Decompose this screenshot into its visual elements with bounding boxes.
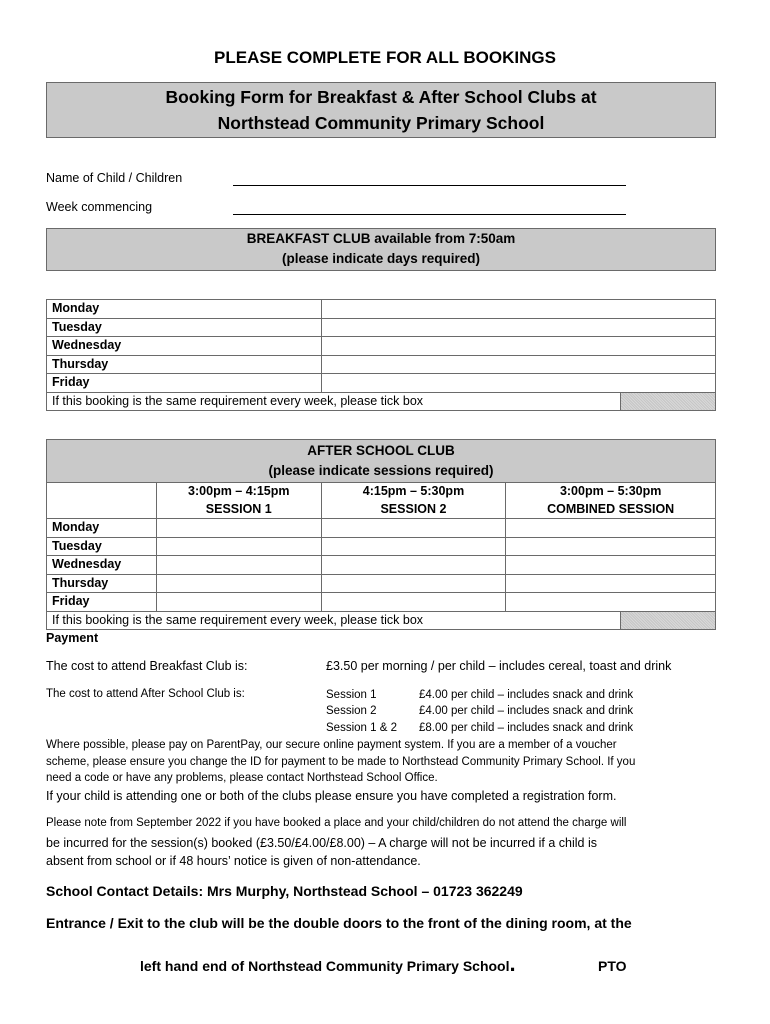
breakfast-club-band	[46, 228, 716, 271]
charge-note-line3: absent from school or if 48 hours’ notice is given of non-attendance.	[46, 854, 421, 868]
combined-cell[interactable]	[506, 593, 716, 612]
combined-cell[interactable]	[506, 537, 716, 556]
breakfast-tuesday-cell[interactable]	[321, 318, 715, 337]
child-name-label: Name of Child / Children	[46, 171, 183, 185]
day-label: Friday	[47, 593, 157, 612]
entrance-line2-text: left hand end of Northstead Community Primary School	[140, 958, 510, 974]
table-row	[47, 355, 716, 374]
contact-details: School Contact Details: Mrs Murphy, Northstead School – 01723 362249	[46, 883, 523, 899]
pto-label: PTO	[598, 958, 627, 974]
session-2-header	[321, 483, 506, 519]
session-1-price-name: Session 1	[326, 689, 377, 701]
after-school-repeat-tick-box[interactable]	[621, 611, 716, 630]
breakfast-cost-value: £3.50 per morning / per child – includes cereal, toast and drink	[326, 659, 672, 673]
day-label: Monday	[47, 519, 157, 538]
after-school-cost-label: The cost to attend After School Club is:	[46, 688, 245, 700]
breakfast-wednesday-cell[interactable]	[321, 337, 715, 356]
breakfast-thursday-cell[interactable]	[321, 355, 715, 374]
session-3-price-name: Session 1 & 2	[326, 722, 397, 734]
combined-cell[interactable]	[506, 519, 716, 538]
session-2-cell[interactable]	[321, 519, 506, 538]
table-row	[47, 519, 716, 538]
after-school-table	[46, 439, 716, 630]
session-2-time: 4:15pm – 5:30pm	[362, 484, 465, 498]
combined-cell[interactable]	[506, 574, 716, 593]
after-school-band-cell	[47, 440, 716, 483]
table-row	[47, 574, 716, 593]
after-school-repeat-text: If this booking is the same requirement every week, please tick box	[47, 611, 621, 630]
session-2-cell[interactable]	[321, 556, 506, 575]
session-2-price-name: Session 2	[326, 705, 377, 717]
form-title-line2: Northstead Community Primary School	[217, 113, 545, 133]
entrance-line1: Entrance / Exit to the club will be the double doors to the front of the dining room, at the	[46, 915, 632, 931]
table-row	[47, 318, 716, 337]
breakfast-band-line1: BREAKFAST CLUB available from 7:50am	[246, 231, 516, 246]
table-row	[47, 374, 716, 393]
table-row	[47, 611, 716, 630]
breakfast-monday-cell[interactable]	[321, 300, 715, 319]
session-1-cell[interactable]	[156, 574, 321, 593]
session-header-row	[47, 483, 716, 519]
session-1-time: 3:00pm – 4:15pm	[188, 484, 290, 498]
breakfast-repeat-tick-box[interactable]	[621, 392, 716, 411]
session-3-name: COMBINED SESSION	[547, 501, 675, 516]
day-label: Friday	[47, 374, 322, 393]
combined-cell[interactable]	[506, 556, 716, 575]
after-band-line2: (please indicate sessions required)	[268, 463, 494, 478]
week-commencing-input-line[interactable]	[233, 214, 626, 215]
session-2-cell[interactable]	[321, 537, 506, 556]
parentpay-line1: Where possible, please pay on ParentPay, our secure online payment system. If you are a member of a voucher	[46, 739, 617, 751]
session-1-name: SESSION 1	[205, 501, 272, 516]
table-row	[47, 392, 716, 411]
table-row	[47, 593, 716, 612]
blank-header-cell	[47, 483, 157, 519]
breakfast-cost-label: The cost to attend Breakfast Club is:	[46, 659, 248, 673]
session-1-cell[interactable]	[156, 556, 321, 575]
table-row	[47, 556, 716, 575]
breakfast-friday-cell[interactable]	[321, 374, 715, 393]
after-band-line1: AFTER SCHOOL CLUB	[307, 443, 455, 458]
day-label: Tuesday	[47, 537, 157, 556]
form-title-line1: Booking Form for Breakfast & After School Clubs at	[165, 87, 597, 107]
session-2-cell[interactable]	[321, 593, 506, 612]
session-1-header	[156, 483, 321, 519]
session-2-cell[interactable]	[321, 574, 506, 593]
parentpay-line3: need a code or have any problems, please contact Northstead School Office.	[46, 772, 438, 784]
day-label: Wednesday	[47, 337, 322, 356]
session-2-name: SESSION 2	[380, 501, 447, 516]
entrance-full-stop: .	[509, 951, 516, 976]
day-label: Monday	[47, 300, 322, 319]
entrance-line2	[140, 951, 516, 976]
session-2-price: £4.00 per child – includes snack and drink	[419, 705, 634, 717]
parentpay-text	[46, 737, 726, 787]
session-3-price: £8.00 per child – includes snack and drink	[419, 722, 634, 734]
charge-note-line2: be incurred for the session(s) booked (£3.50/£4.00/£8.00) – A charge will not be incurred if a child is	[46, 836, 598, 850]
session-1-cell[interactable]	[156, 593, 321, 612]
day-label: Tuesday	[47, 318, 322, 337]
session-3-time: 3:00pm – 5:30pm	[559, 484, 662, 498]
week-commencing-label: Week commencing	[46, 200, 153, 214]
table-row	[47, 537, 716, 556]
day-label: Thursday	[47, 355, 322, 374]
breakfast-band-line2: (please indicate days required)	[281, 251, 481, 266]
session-1-cell[interactable]	[156, 537, 321, 556]
day-label: Thursday	[47, 574, 157, 593]
day-label: Wednesday	[47, 556, 157, 575]
session-1-price: £4.00 per child – includes snack and drink	[419, 689, 634, 701]
child-name-input-line[interactable]	[233, 185, 626, 186]
payment-heading: Payment	[46, 631, 99, 645]
charge-note-line1: Please note from September 2022 if you have booked a place and your child/children do not attend the charge will	[46, 817, 627, 829]
breakfast-repeat-text: If this booking is the same requirement every week, please tick box	[47, 392, 621, 411]
page-heading: PLEASE COMPLETE FOR ALL BOOKINGS	[214, 48, 556, 67]
form-title-box	[46, 82, 716, 138]
table-row	[47, 337, 716, 356]
combined-session-header	[506, 483, 716, 519]
after-school-band	[47, 440, 716, 483]
breakfast-days-table	[46, 299, 716, 411]
session-1-cell[interactable]	[156, 519, 321, 538]
parentpay-line2: scheme, please ensure you change the ID for payment to be made to Northstead Community Primary School. If you	[46, 755, 636, 768]
table-row	[47, 300, 716, 319]
registration-note: If your child is attending one or both of the clubs please ensure you have completed a registration form.	[46, 789, 617, 803]
